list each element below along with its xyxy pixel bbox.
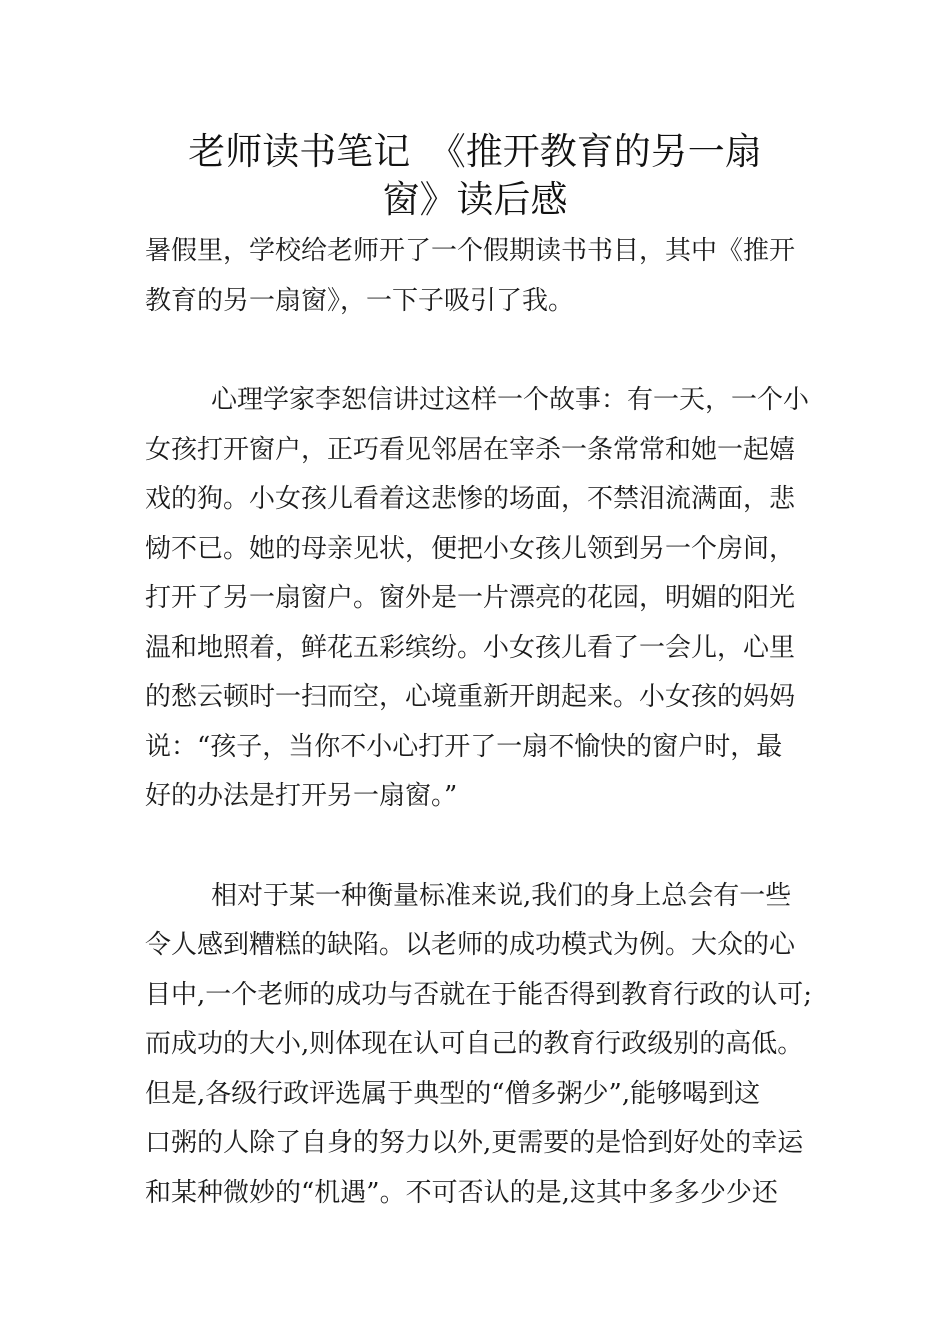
text-line: 戏的狗。小女孩儿看着这悲惨的场面，不禁泪流满面，悲 [145,484,796,514]
text-line: 女孩打开窗户，正巧看见邻居在宰杀一条常常和她一起嬉 [145,434,796,465]
document-body [145,227,825,1218]
text-line: 令人感到糟糕的缺陷。以老师的成功模式为例。大众的心 [145,930,796,960]
text-line: 但是,各级行政评选属于典型的“僧多粥少”,能够喝到这 [145,1078,761,1109]
text-line: 的愁云顿时一扫而空，心境重新开朗起来。小女孩的妈妈 [145,682,796,712]
paragraph-gap [145,326,825,376]
title-line: 老师读书笔记 《推开教育的另一扇 [188,130,762,173]
text-line: 暑假里，学校给老师开了一个假期读书书目，其中《推开 [145,236,796,266]
title-line: 窗》读后感 [382,178,568,221]
text-line: 打开了另一扇窗户。窗外是一片漂亮的花园，明媚的阳光 [145,583,796,613]
text-line: 目中,一个老师的成功与否就在于能否得到教育行政的认可; [145,979,813,1010]
text-line: 而成功的大小,则体现在认可自己的教育行政级别的高低。 [145,1029,804,1059]
text-line: 教育的另一扇窗》，一下子吸引了我。 [145,285,575,316]
paragraph-intro [145,227,825,326]
text-line: 温和地照着，鲜花五彩缤纷。小女孩儿看了一会儿，心里 [145,632,796,663]
document-title [120,128,830,224]
text-line: 好的办法是打开另一扇窗。” [145,781,458,811]
paragraph-story [145,376,825,822]
text-line: 心理学家李恕信讲过这样一个故事：有一天，一个小 [211,385,810,415]
paragraph-gap [145,822,825,872]
paragraph-reflection [145,872,825,1219]
text-line: 和某种微妙的“机遇”。不可否认的是,这其中多多少少还 [145,1177,778,1208]
text-line: 说：“孩子，当你不小心打开了一扇不愉快的窗户时，最 [145,731,783,762]
text-line: 恸不已。她的母亲见状，便把小女孩儿领到另一个房间， [145,533,796,564]
text-line: 口粥的人除了自身的努力以外,更需要的是恰到好处的幸运 [145,1128,804,1158]
text-line: 相对于某一种衡量标准来说,我们的身上总会有一些 [211,880,792,911]
